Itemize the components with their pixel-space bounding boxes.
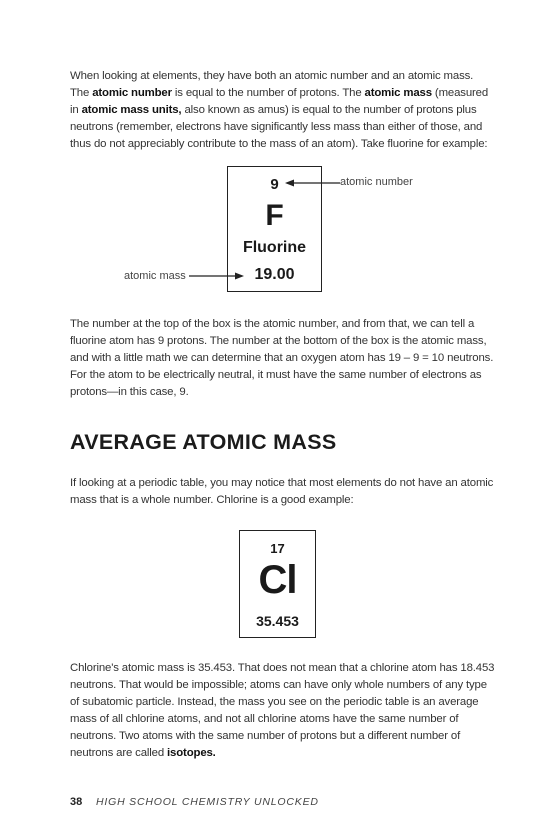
text-run: (measured in bbox=[70, 87, 489, 116]
section-heading: AVERAGE ATOMIC MASS bbox=[70, 430, 337, 454]
text-run: When looking at elements, they have both an atomic number and an atomic mass. The bbox=[70, 70, 474, 99]
chlorine-element-box bbox=[239, 530, 316, 638]
atomic-mass-arrow bbox=[189, 271, 244, 281]
chlorine-symbol: Cl bbox=[258, 558, 297, 602]
average-mass-paragraph: If looking at a periodic table, you may notice that most elements do not have an atomic mass that is a whole number. Chlorine is a good example: bbox=[70, 477, 494, 506]
page-number: 38 bbox=[70, 796, 83, 808]
atomic-number-label: atomic number bbox=[340, 176, 413, 188]
chlorine-atomic-mass: 35.453 bbox=[256, 613, 299, 629]
term-atomic-number: atomic number bbox=[92, 87, 172, 99]
intro-paragraph bbox=[70, 68, 495, 153]
text-run: Chlorine's atomic mass is 35.453. That does not mean that a chlorine atom has 18.453 neutrons. That would be impossible; atoms can have only whole numbers of any type of subatomic particle. Instead, the mass you see on the periodic table is an average mass of all chlorine atoms, and not all chlorine atoms have the same number of neutrons. Two atoms with the same number of protons but a different number of neutrons are called bbox=[70, 662, 495, 759]
isotopes-paragraph bbox=[70, 660, 495, 762]
atomic-number-arrow bbox=[285, 178, 340, 188]
fluorine-atomic-mass: 19.00 bbox=[254, 266, 295, 283]
term-atomic-mass: atomic mass bbox=[364, 87, 432, 99]
text-run: is equal to the number of protons. The bbox=[171, 87, 365, 99]
chlorine-atomic-number: 17 bbox=[270, 541, 285, 556]
running-footer-title: HIGH SCHOOL CHEMISTRY UNLOCKED bbox=[96, 796, 319, 808]
term-isotopes: isotopes. bbox=[167, 747, 216, 759]
fluorine-name: Fluorine bbox=[242, 239, 307, 256]
fluorine-symbol: F bbox=[265, 199, 284, 232]
fluorine-atomic-number: 9 bbox=[270, 176, 279, 193]
text-run: also known as amus) is equal to the number of protons plus neutrons (remember, electrons have significantly less mass than either of those, and thus do not appreciably contribute to the mass of an atom). Take fluorine for example: bbox=[70, 104, 488, 150]
fluorine-explanation-paragraph: The number at the top of the box is the atomic number, and from that, we can tell a fluorine atom has 9 protons. The number at the bottom of the box is the atomic mass, and with a little math we can determine that an oxygen atom has 19 – 9 = 10 neutrons. For the atom to be electrically neutral, it must have the same number of electrons as protons—in this case, 9. bbox=[70, 318, 494, 398]
atomic-mass-label: atomic mass bbox=[124, 270, 186, 282]
term-atomic-mass-units: atomic mass units, bbox=[81, 104, 182, 116]
